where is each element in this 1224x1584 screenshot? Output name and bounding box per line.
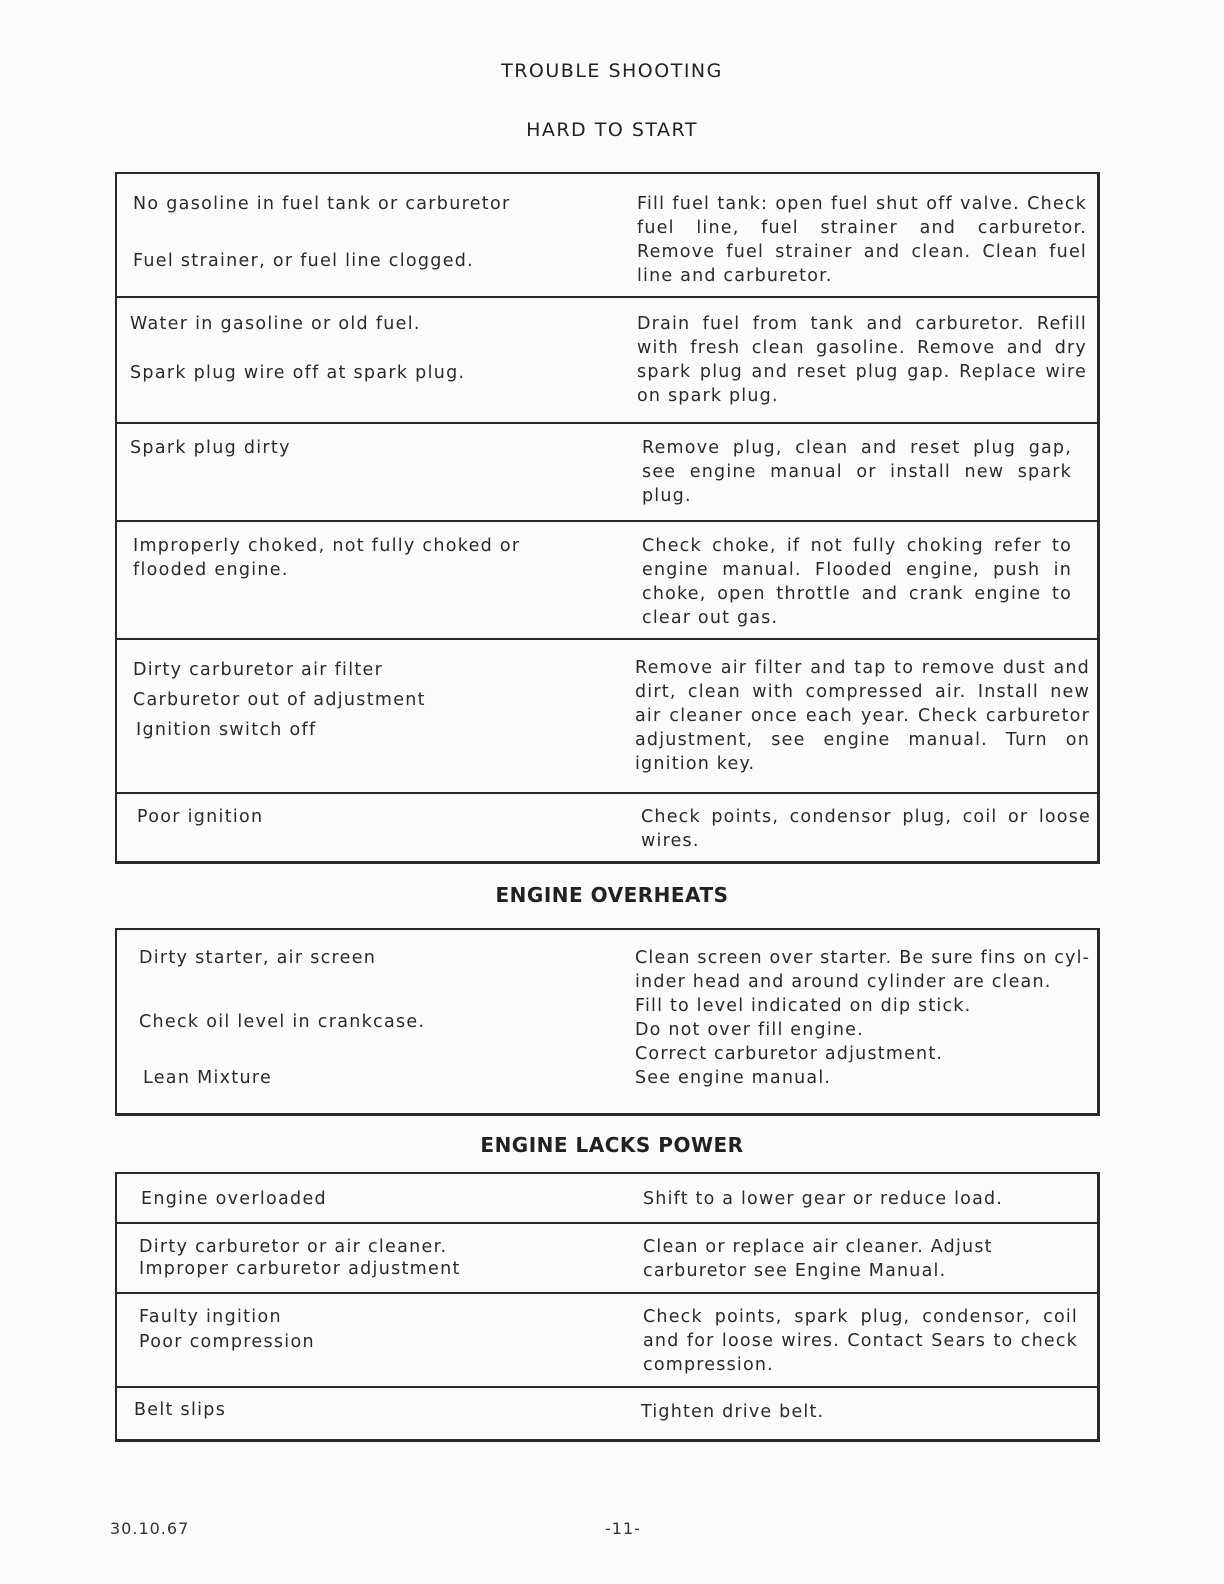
table-row [117, 174, 1097, 296]
cause-text: Poor ignition [137, 807, 264, 827]
remedy-text: Check choke, if not fully choking refer to engine manual. Flooded engine, push in choke, open throttle and crank engine to clear out gas. [642, 536, 1072, 628]
cause-text: Belt slips [134, 1400, 227, 1420]
table-row [117, 1386, 1097, 1442]
remedy-text: Check points, spark plug, condensor, coil and for loose wires. Contact Sears to check compression. [643, 1307, 1078, 1375]
document-code: 30.10.67 [110, 1519, 190, 1538]
remedy-text: Clean or replace air cleaner. Adjust carburetor see Engine Manual. [643, 1237, 993, 1281]
cause-text: Ignition switch off [136, 720, 317, 740]
page-title: TROUBLE SHOOTING [501, 60, 723, 82]
remedy-text: Tighten drive belt. [641, 1402, 825, 1422]
remedy-text: Fill fuel tank: open fuel shut off valve. Check fuel line, fuel strainer and carburetor. Remove fuel strainer and clean. Clean fuel line and carburetor. [637, 194, 1087, 286]
cause-text: Carburetor out of adjustment [133, 690, 426, 710]
remedy-text: Remove plug, clean and reset plug gap, see engine manual or install new spark plug. [642, 438, 1072, 506]
cause-text: Check oil level in crankcase. [139, 1012, 426, 1032]
remedy-text: Drain fuel from tank and carburetor. Refill with fresh clean gasoline. Remove and dry spark plug and reset plug gap. Replace wire on spark plug. [637, 314, 1087, 406]
table-row [117, 1174, 1097, 1222]
engine-lacks-power-table [115, 1172, 1100, 1442]
cause-text: Fuel strainer, or fuel line clogged. [133, 251, 475, 271]
remedy-text: Check points, condensor plug, coil or loose wires. [641, 807, 1091, 851]
table-row [117, 638, 1097, 792]
cause-text: Faulty ingition [139, 1307, 282, 1327]
section-title-engine-lacks-power: ENGINE LACKS POWER [480, 1133, 744, 1157]
remedy-line: Fill to level indicated on dip stick. [635, 996, 972, 1016]
hard-to-start-table [115, 172, 1100, 864]
table-row [117, 296, 1097, 422]
table-row [117, 422, 1097, 520]
table-row [117, 520, 1097, 638]
cause-text: Dirty starter, air screen [139, 948, 377, 968]
remedy-text [635, 946, 1095, 1090]
table-row [117, 1292, 1097, 1386]
cause-text: Dirty carburetor air filter [133, 660, 384, 680]
cause-text: Dirty carburetor or air cleaner. [139, 1237, 448, 1257]
table-row [117, 1222, 1097, 1292]
section-title-hard-to-start: HARD TO START [526, 119, 698, 141]
cause-text: Spark plug dirty [130, 438, 291, 458]
table-row [117, 792, 1097, 864]
cause-text: Poor compression [139, 1332, 315, 1352]
cause-text: No gasoline in fuel tank or carburetor [133, 194, 511, 214]
cause-text: Engine overloaded [141, 1189, 327, 1209]
remedy-line: Correct carburetor adjustment. [635, 1044, 944, 1064]
cause-text: Spark plug wire off at spark plug. [130, 363, 466, 383]
engine-overheats-table [115, 928, 1100, 1116]
cause-text: Water in gasoline or old fuel. [130, 314, 421, 334]
remedy-line: See engine manual. [635, 1068, 832, 1088]
page-number: -11- [605, 1519, 641, 1538]
cause-text: Improperly choked, not fully choked or flooded engine. [133, 536, 521, 580]
table-row [117, 930, 1097, 1116]
remedy-line: inder head and around cylinder are clean. [635, 972, 1052, 992]
cause-text: Improper carburetor adjustment [139, 1259, 461, 1279]
cause-text: Lean Mixture [143, 1068, 273, 1088]
remedy-text: Shift to a lower gear or reduce load. [643, 1189, 1004, 1209]
remedy-line: Do not over fill engine. [635, 1020, 864, 1040]
section-title-engine-overheats: ENGINE OVERHEATS [495, 883, 729, 907]
remedy-text: Remove air filter and tap to remove dust and dirt, clean with compressed air. Install new air cleaner once each year. Check carburetor adjustment, see engine manual. Turn on ignition key. [635, 658, 1090, 774]
remedy-line: Clean screen over starter. Be sure fins on cyl- [635, 948, 1091, 968]
